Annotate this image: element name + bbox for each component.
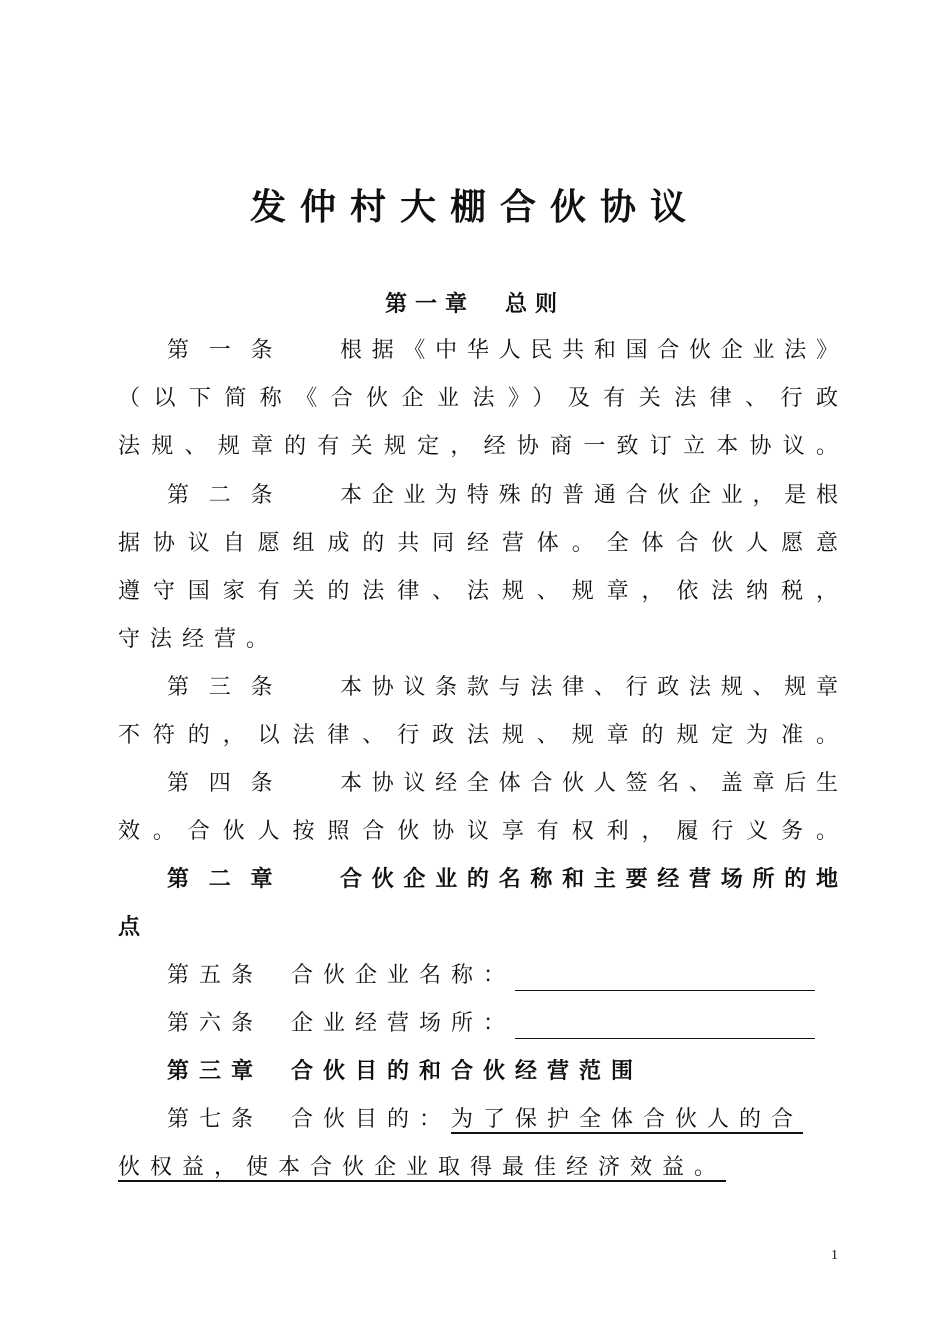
article-7-line-2: [118, 1153, 838, 1183]
page-number: 1: [831, 1248, 838, 1263]
article-1-label: 第一条: [167, 338, 293, 363]
company-name-blank[interactable]: [515, 966, 815, 991]
chapter-2-heading-line-2: 点: [118, 915, 141, 940]
article-5-label: 第五条: [167, 963, 264, 988]
article-2-text-1: 本企业为特殊的普通合伙企业，是根: [330, 483, 838, 508]
document-title: 发仲村大棚合伙协议: [249, 187, 700, 228]
article-4-label: 第四条: [167, 771, 293, 796]
article-6-label: 第六条: [167, 1011, 264, 1036]
chapter-1-heading: 第一章 总则: [384, 292, 565, 317]
article-3-line-1: [167, 673, 838, 703]
article-2-line-2: 据协议自愿组成的共同经营体。全体合伙人愿意: [118, 531, 838, 556]
article-1-line-1: [167, 336, 838, 366]
chapter-3-title: 合伙目的和合伙经营范围: [291, 1059, 644, 1084]
article-7-line-1: [167, 1105, 838, 1135]
article-4-line-2: 效。合伙人按照合伙协议享有权利，履行义务。: [118, 819, 838, 844]
article-2-line-1: [167, 481, 838, 511]
article-5-text: 合伙企业名称：: [291, 963, 516, 988]
chapter-3-heading: [167, 1057, 838, 1087]
article-3-text-1: 本协议条款与法律、行政法规、规章: [330, 675, 838, 700]
chapter-3-label: 第三章: [167, 1059, 264, 1084]
article-3-line-2: 不符的，以法律、行政法规、规章的规定为准。: [118, 723, 838, 748]
article-1-text-1: 根据《中华人民共和国合伙企业法》: [330, 338, 838, 363]
chapter-2-title-1: 合伙企业的名称和主要经营场所的地: [330, 867, 838, 892]
article-2-line-4: 守法经营。: [118, 627, 279, 652]
business-location-blank[interactable]: [515, 1014, 815, 1039]
article-2-label: 第二条: [167, 483, 293, 508]
article-2-line-3: 遵守国家有关的法律、法规、规章，依法纳税，: [118, 579, 838, 604]
article-1-line-3: 法规、规章的有关规定，经协商一致订立本协议。: [118, 434, 838, 459]
article-7-purpose-line-2: 伙权益，使本合伙企业取得最佳经济效益。: [118, 1155, 727, 1180]
article-5-line: [167, 961, 838, 991]
article-4-line-1: [167, 769, 838, 799]
article-4-text-1: 本协议经全体合伙人签名、盖章后生: [330, 771, 838, 796]
article-1-line-2: （以下简称《合伙企业法》）及有关法律、行政: [118, 386, 838, 411]
chapter-2-label: 第二章: [167, 867, 293, 892]
chapter-2-heading-line-1: [167, 865, 838, 895]
article-3-label: 第三条: [167, 675, 293, 700]
article-7-label: 第七条: [167, 1107, 264, 1132]
article-6-text: 企业经营场所：: [291, 1011, 516, 1036]
article-6-line: [167, 1009, 838, 1039]
article-7-text: 合伙目的：: [291, 1107, 452, 1132]
article-7-purpose-line-1: 为了保护全体合伙人的合: [451, 1107, 804, 1132]
